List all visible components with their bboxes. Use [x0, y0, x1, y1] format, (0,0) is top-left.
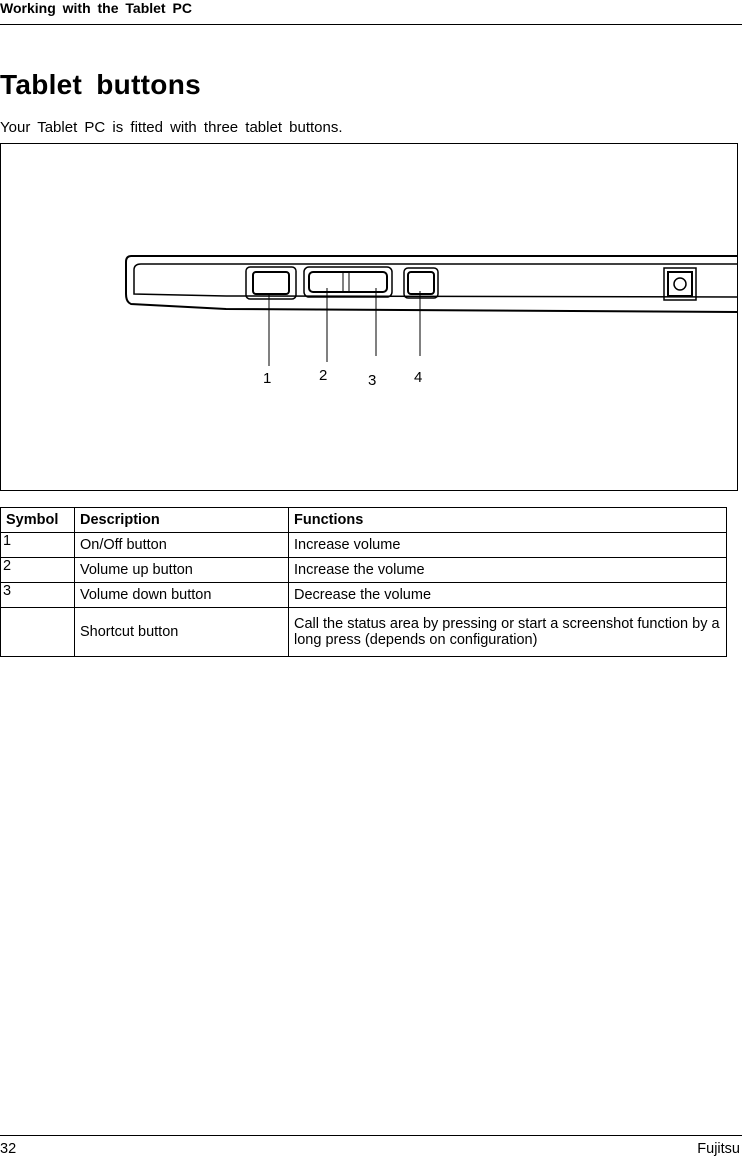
row-function: Increase the volume [289, 558, 727, 583]
row-description: Shortcut button [75, 608, 289, 657]
row-symbol: 3 [1, 583, 75, 608]
tablet-buttons-figure [0, 143, 738, 491]
table-header-row [1, 508, 727, 533]
table-row [1, 558, 727, 583]
row-description: On/Off button [75, 533, 289, 558]
callout-1: 1 [263, 370, 272, 387]
table-row [1, 608, 727, 657]
power-button-icon [246, 267, 296, 299]
intro-text: Your Tablet PC is fitted with three tablet buttons. [0, 119, 343, 136]
row-function: Increase volume [289, 533, 727, 558]
table-row [1, 533, 727, 558]
volume-rocker-icon [304, 267, 392, 297]
lock-slot-icon [664, 268, 696, 300]
table-row [1, 583, 727, 608]
tablet-edge-illustration [1, 144, 737, 490]
row-function: Decrease the volume [289, 583, 727, 608]
shortcut-button-icon [404, 268, 438, 298]
row-description: Volume up button [75, 558, 289, 583]
device-edge-line [226, 296, 737, 297]
row-symbol [1, 608, 75, 657]
header-divider [0, 24, 742, 25]
column-header-description: Description [75, 508, 289, 533]
callout-3: 3 [368, 372, 377, 389]
callout-2: 2 [319, 367, 328, 384]
buttons-table [0, 507, 727, 657]
row-symbol: 1 [1, 533, 75, 558]
column-header-symbol: Symbol [1, 508, 75, 533]
row-function: Call the status area by pressing or start a screenshot function by a long press (depends on configuration) [289, 608, 727, 657]
row-description: Volume down button [75, 583, 289, 608]
footer-brand: Fujitsu [697, 1141, 740, 1157]
callout-4: 4 [414, 369, 423, 386]
footer-divider [0, 1135, 742, 1136]
section-title: Tablet buttons [0, 69, 201, 100]
running-header: Working with the Tablet PC [0, 0, 192, 16]
page-number: 32 [0, 1141, 17, 1157]
row-symbol: 2 [1, 558, 75, 583]
column-header-functions: Functions [289, 508, 727, 533]
